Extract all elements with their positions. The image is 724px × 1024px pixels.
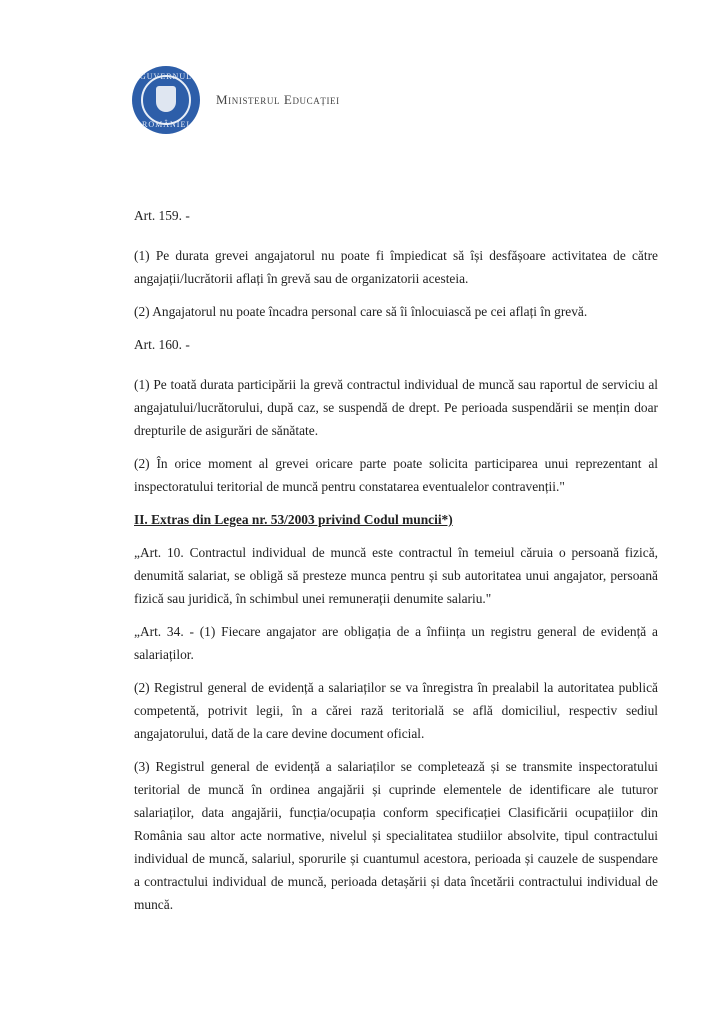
paragraph: (1) Pe toată durata participării la grevă contractul individual de muncă sau raportul de serviciu al angajatului/lucrătorului, după caz, se suspendă de drept. Pe perioada suspendării se mențin doar drepturile de asigurări de sănătate.	[134, 377, 658, 438]
paragraph: (2) În orice moment al grevei oricare parte poate solicita participarea unui reprezentant al inspectoratului teritorial de muncă pentru constatarea eventualelor contravenții."	[134, 456, 658, 494]
government-seal-logo	[132, 66, 200, 134]
article-heading: Art. 159. -	[134, 208, 190, 223]
article-heading: Art. 160. -	[134, 337, 190, 352]
paragraph: (3) Registrul general de evidență a salariaților se completează și se transmite inspectoratului teritorial de muncă în ordinea angajării și cuprinde elementele de identificare ale tuturor salariaților, data angajării, funcția/ocupația conform specificației Clasificării ocupațiilor din România sau altor acte normative, nivelul și specialitatea studiilor absolvite, tipul contractului individual de muncă, salariul, sporurile și cuantumul acestora, perioada și cauzele de suspendare a contractului individual de muncă, perioada detașării și data încetării contractului individual de muncă.	[134, 759, 658, 912]
seal-text-top: GUVERNUL	[140, 72, 192, 81]
seal-text-bottom: ROMÂNIEI	[142, 120, 190, 129]
paragraph: „Art. 34. - (1) Fiecare angajator are obligația de a înființa un registru general de evidență a salariaților.	[134, 624, 658, 662]
ministry-name: Ministerul Educației	[216, 92, 340, 107]
section-heading: II. Extras din Legea nr. 53/2003 privind Codul muncii*)	[134, 512, 453, 527]
document-body	[134, 204, 658, 926]
paragraph: (1) Pe durata grevei angajatorul nu poate fi împiedicat să își desfășoare activitatea de către angajații/lucrătorii aflați în grevă sau de organizatorii acesteia.	[134, 248, 658, 286]
paragraph: (2) Registrul general de evidență a salariaților se va înregistra în prealabil la autoritatea publică competentă, potrivit legii, în a cărei rază teritorială se află domiciliul, respectiv sediul angajatorului, dată de la care devine document oficial.	[134, 680, 658, 741]
paragraph: (2) Angajatorul nu poate încadra personal care să îi înlocuiască pe cei aflați în grevă.	[134, 304, 588, 319]
paragraph: „Art. 10. Contractul individual de muncă este contractul în temeiul căruia o persoană fizică, denumită salariat, se obligă să presteze munca pentru și sub autoritatea unui angajator, persoană fizică sau juridică, în schimbul unei remunerații denumite salariu."	[134, 545, 658, 606]
coat-of-arms-icon	[156, 86, 176, 112]
